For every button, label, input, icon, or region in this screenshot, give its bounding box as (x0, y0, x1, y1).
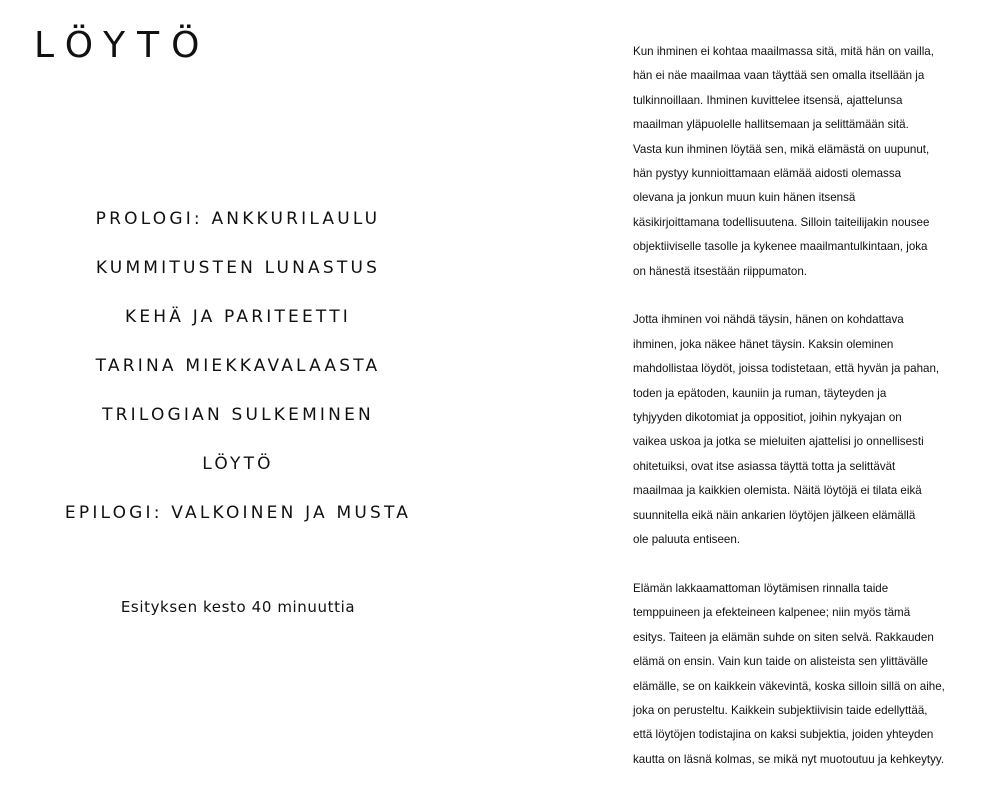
essay-line: toden ja epätoden, kauniin ja ruman, täyteyden ja (633, 386, 887, 400)
essay-line: että löytöjen todistajina on kaksi subjektia, joiden yhteyden (633, 728, 934, 742)
essay-line: Vasta kun ihminen löytää sen, mikä elämästä on uupunut, (633, 142, 930, 156)
program-list (34, 205, 442, 548)
program-item-circle: KEHÄ JA PARITEETTI (124, 307, 352, 327)
essay-line: maailman yläpuolelle hallitsemaan ja selittämään sitä. (633, 118, 909, 132)
essay-line: vaikea uskoa ja jotka se mieluiten ajattelisi jo onnellisesti (633, 435, 924, 449)
essay-line: esitys. Taiteen ja elämän suhde on siten selvä. Rakkauden (633, 630, 934, 644)
essay-line: hän ei näe maailmaa vaan täyttää sen omalla itsellään ja (633, 69, 925, 83)
essay-line: Kun ihminen ei kohtaa maailmassa sitä, mitä hän on vailla, (633, 45, 934, 58)
program-item-swordwhale: TARINA MIEKKAVALAASTA (95, 356, 381, 376)
essay-line: ole paluuta entiseen. (633, 533, 741, 547)
program-item-trilogy: TRILOGIAN SULKEMINEN (102, 405, 374, 425)
page-title: LÖYTÖ (34, 25, 212, 66)
essay-line: joka on perusteltu. Kaikkein subjektiivisin taide edellyttää, (633, 703, 928, 717)
essay-line: kautta on läsnä kolmas, se mikä nyt muotoutuu ja kehkeytyy. (633, 752, 945, 766)
essay-line: temppuineen ja efekteineen kalpenee; niin myös tämä (633, 606, 911, 620)
essay-line: hän pystyy kunnioittamaan elämää aidosti olemassa (633, 167, 902, 181)
essay-line: maailmaa ja kaikkien olemista. Näitä löytöjä ei tilata eikä (633, 484, 922, 498)
program-item-prologue: PROLOGI: ANKKURILAULU (95, 209, 381, 229)
essay-line: elämä on ensin. Vain kun taide on alisteista sen ylittävälle (633, 655, 928, 669)
program-item-ghosts: KUMMITUSTEN LUNASTUS (95, 258, 381, 278)
essay-paragraph-3 (633, 577, 978, 772)
essay-line: käsikirjoittamana todellisuutena. Silloin taiteilijakin nousee (633, 215, 930, 229)
essay-line: mahdollistaa löydöt, joissa todistetaan, että hyvän ja pahan, (633, 362, 940, 376)
essay-paragraph-2 (633, 308, 978, 552)
essay-line: ohitetuiksi, ovat itse asiassa täyttä totta ja selittävät (633, 459, 896, 473)
essay-line: ihminen, joka näkee hänet täysin. Kaksin oleminen (633, 337, 894, 351)
essay-paragraph-1 (633, 40, 978, 284)
performance-duration: Esityksen kesto 40 minuuttia (120, 598, 356, 616)
essay-text (633, 40, 978, 797)
essay-line: objektiiviselle tasolle ja kykenee maailmantulkintaan, joka (633, 240, 928, 254)
essay-line: Elämän lakkaamattoman löytämisen rinnalla taide (633, 581, 889, 595)
essay-line: suunnitella eikä näin ankarien löytöjen jälkeen elämällä (633, 508, 916, 522)
essay-line: tyhjyyden dikotomiat ja oppositiot, joihin nykyajan on (633, 411, 902, 425)
essay-line: Jotta ihminen voi nähdä täysin, hänen on kohdattava (633, 313, 904, 327)
program-item-epilogue: EPILOGI: VALKOINEN JA MUSTA (64, 503, 412, 523)
essay-line: on hänestä itsestään riippumaton. (633, 264, 808, 278)
essay-line: tulkinnoillaan. Ihminen kuvittelee itsensä, ajattelunsa (633, 93, 903, 107)
essay-line: elämälle, se on kaikkein väkevintä, koska silloin sillä on aihe, (633, 679, 945, 693)
program-item-discovery: LÖYTÖ (202, 454, 274, 474)
essay-line: olevana ja jonkun muun kuin hänen itsensä (633, 191, 856, 205)
